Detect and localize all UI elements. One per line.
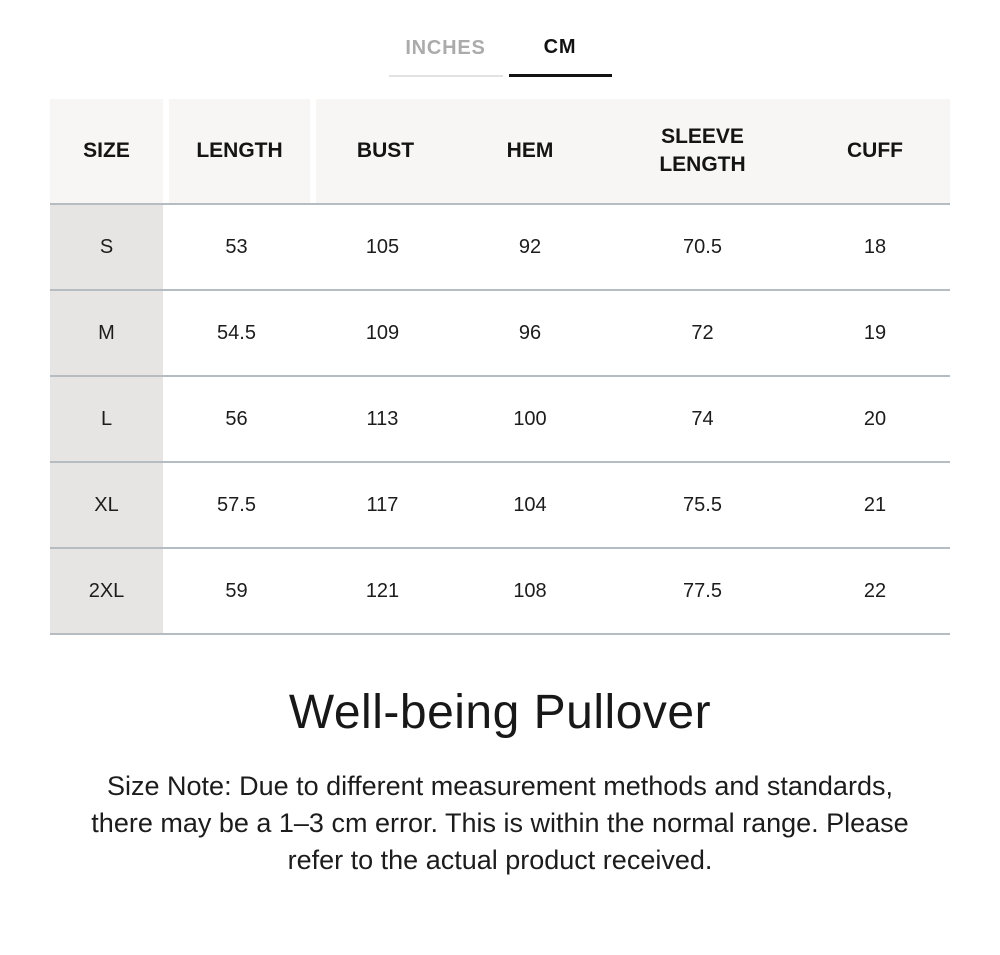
size-chart-table (50, 99, 950, 635)
column-header-cuff: CUFF (800, 99, 950, 203)
sleeve-length-value: 70.5 (605, 205, 800, 289)
bust-value: 117 (310, 463, 455, 547)
length-value: 56 (163, 377, 310, 461)
cuff-value: 22 (800, 549, 950, 633)
size-label: XL (50, 463, 163, 547)
product-title: Well-being Pullover (288, 686, 712, 739)
table-row-l (50, 377, 950, 463)
table-row-xl (50, 463, 950, 549)
size-label: L (50, 377, 163, 461)
hem-value: 92 (455, 205, 605, 289)
length-value: 54.5 (163, 291, 310, 375)
column-header-bust: BUST (310, 99, 455, 203)
sleeve-length-value: 77.5 (605, 549, 800, 633)
column-header-hem: HEM (455, 99, 605, 203)
bust-value: 113 (310, 377, 455, 461)
sleeve-length-value: 74 (605, 377, 800, 461)
hem-value: 100 (455, 377, 605, 461)
cuff-value: 18 (800, 205, 950, 289)
bust-value: 121 (310, 549, 455, 633)
size-note-line: Size Note: Due to different measurement methods and standards, (107, 771, 893, 801)
column-header-size: SIZE (50, 99, 163, 203)
bust-value: 109 (310, 291, 455, 375)
column-header-sleeve-length: SLEEVE LENGTH (605, 99, 800, 203)
size-note-line: refer to the actual product received. (287, 845, 713, 875)
size-label: 2XL (50, 549, 163, 633)
size-note-line: there may be a 1–3 cm error. This is within the normal range. Please (91, 808, 909, 838)
cuff-value: 19 (800, 291, 950, 375)
hem-value: 108 (455, 549, 605, 633)
bust-value: 105 (310, 205, 455, 289)
hem-value: 104 (455, 463, 605, 547)
sleeve-length-value: 72 (605, 291, 800, 375)
column-header-length: LENGTH (163, 99, 310, 203)
cuff-value: 21 (800, 463, 950, 547)
size-note (30, 768, 970, 879)
length-value: 53 (163, 205, 310, 289)
table-row-2xl (50, 549, 950, 635)
length-value: 57.5 (163, 463, 310, 547)
size-label: M (50, 291, 163, 375)
size-label: S (50, 205, 163, 289)
unit-tabs (0, 36, 1000, 77)
table-row-m (50, 291, 950, 377)
tab-cm[interactable]: CM (509, 36, 612, 77)
hem-value: 96 (455, 291, 605, 375)
table-header-row (50, 99, 950, 205)
cuff-value: 20 (800, 377, 950, 461)
sleeve-length-value: 75.5 (605, 463, 800, 547)
tab-inches[interactable]: INCHES (389, 37, 503, 77)
table-row-s (50, 205, 950, 291)
length-value: 59 (163, 549, 310, 633)
